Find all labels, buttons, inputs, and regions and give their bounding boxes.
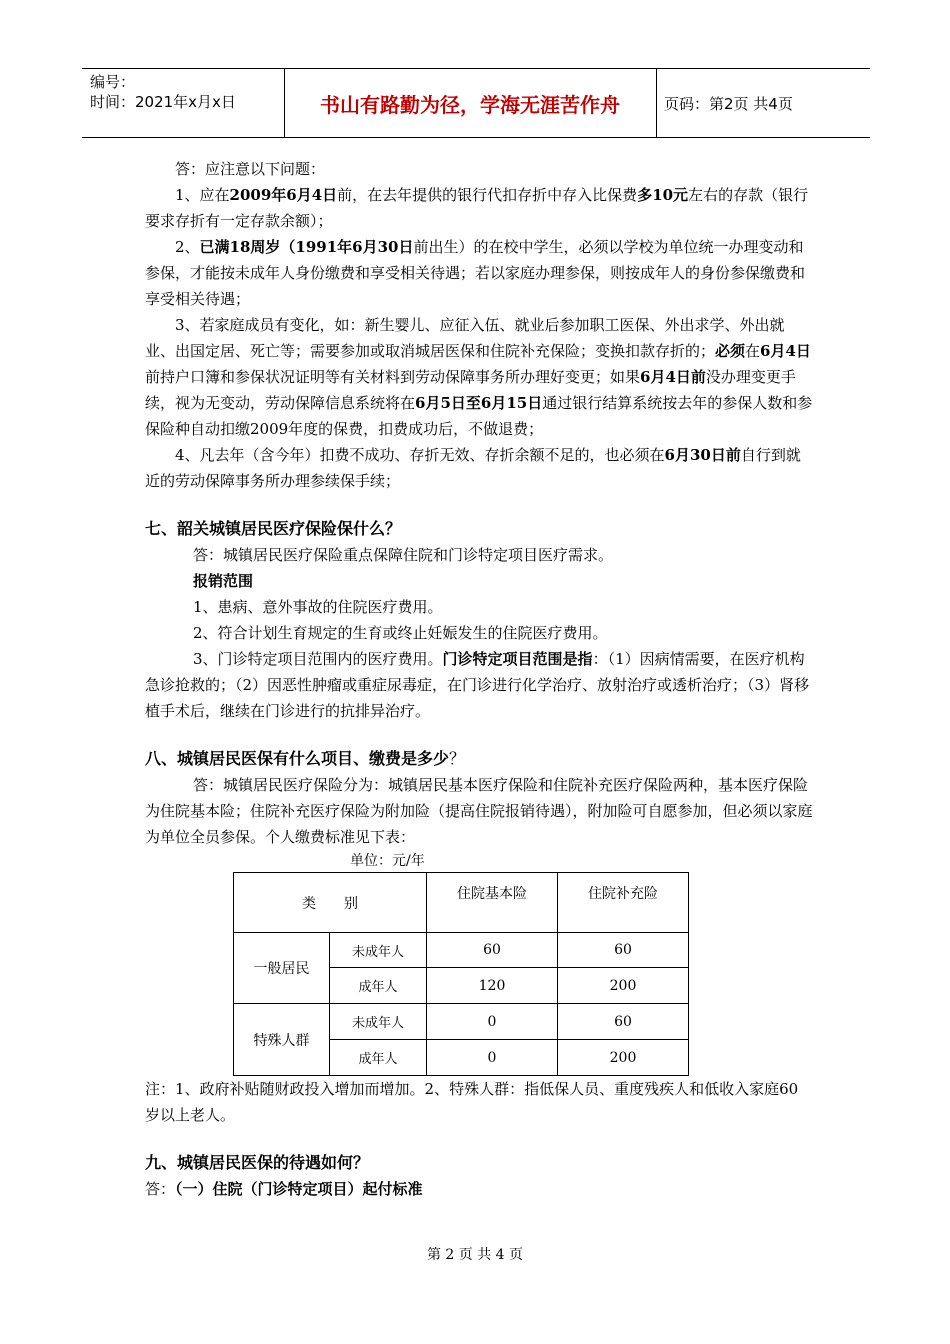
row-minor: 未成年人 xyxy=(330,1004,427,1040)
s8-title: 八、城镇居民医保有什么项目、缴费是多少？ xyxy=(145,749,466,768)
cell: 120 xyxy=(427,968,558,1004)
fee-table xyxy=(233,872,689,1076)
header-page: 页码：第2页 共4页 xyxy=(664,94,793,113)
s7-answer: 答：城镇居民医疗保险重点保障住院和门诊特定项目医疗需求。 xyxy=(193,546,614,564)
s6-item4: 4、凡去年（含今年）扣费不成功、存折无效、存折余额不足的，也必须在6月30日前自行到就近的劳动保障事务所办理参续保手续； xyxy=(145,446,801,490)
s6-item2: 2、已满18周岁（1991年6月30日前出生）的在校中学生，必须以学校为单位统一办理变动和参保，才能按未成年人身份缴费和享受相关待遇；若以家庭办理参保，则按成年人的身份参保缴费和享受相关待遇； xyxy=(145,238,806,308)
group-special: 特殊人群 xyxy=(234,1004,330,1076)
cell: 60 xyxy=(558,933,689,968)
row-adult: 成年人 xyxy=(330,968,427,1004)
s7-scope1: 1、患病、意外事故的住院医疗费用。 xyxy=(193,598,443,616)
header-number: 编号： xyxy=(90,73,136,91)
header-time: 时间：2021年x月x日 xyxy=(90,93,236,111)
document-body xyxy=(145,156,813,1202)
s8-unit: 单位：元/年 xyxy=(350,853,425,869)
header-meta xyxy=(82,69,284,137)
cell: 200 xyxy=(558,1040,689,1076)
s6-item1: 1、应在2009年6月4日前，在去年提供的银行代扣存折中存入比保费多10元左右的存款（银行要求存折有一定存款余额）； xyxy=(145,186,809,230)
s7-title: 七、韶关城镇居民医疗保险保什么？ xyxy=(145,519,402,538)
s9-title: 九、城镇居民医保的待遇如何？ xyxy=(145,1153,370,1172)
cell: 200 xyxy=(558,968,689,1004)
cell: 0 xyxy=(427,1040,558,1076)
th-basic: 住院基本险 xyxy=(427,873,558,933)
cell: 0 xyxy=(427,1004,558,1040)
s7-scope3: 3、门诊特定项目范围内的医疗费用。门诊特定项目范围是指：（1）因病情需要，在医疗机构急诊抢救的；（2）因恶性肿瘤或重症尿毒症，在门诊进行化学治疗、放射治疗或透析治疗；（3）肾移植手术后，继续在门诊进行的抗排异治疗。 xyxy=(145,650,810,720)
page-header xyxy=(82,68,870,138)
group-general: 一般居民 xyxy=(234,933,330,1004)
s8-note: 注：1、政府补贴随财政投入增加而增加。2、特殊人群：指低保人员、重度残疾人和低收入家庭60岁以上老人。 xyxy=(145,1080,799,1124)
s6-intro: 答：应注意以下问题： xyxy=(175,160,326,178)
s7-scope2: 2、符合计划生育规定的生育或终止妊娠发生的住院医疗费用。 xyxy=(193,624,608,642)
header-motto: 书山有路勤为径，学海无涯苦作舟 xyxy=(320,92,620,117)
s8-answer: 答：城镇居民医疗保险分为：城镇居民基本医疗保险和住院补充医疗保险两种，基本医疗保险为住院基本险；住院补充医疗保险为附加险（提高住院报销待遇），附加险可自愿参加，但必须以家庭为单位全员参保。个人缴费标准见下表： xyxy=(145,776,813,846)
s9-answer: 答：（一）住院（门诊特定项目）起付标准 xyxy=(145,1180,423,1198)
row-minor: 未成年人 xyxy=(330,933,427,968)
page-footer: 第 2 页 共 4 页 xyxy=(426,1247,524,1263)
cell: 60 xyxy=(427,933,558,968)
cell: 60 xyxy=(558,1004,689,1040)
s7-scope-title: 报销范围 xyxy=(193,572,254,590)
s6-item3: 3、若家庭成员有变化，如：新生婴儿、应征入伍、就业后参加职工医保、外出求学、外出就业、出国定居、死亡等；需要参加或取消城居医保和住院补充保险；变换扣款存折的；必须在6月4日前持户口簿和参保状况证明等有关材料到劳动保障事务所办理好变更；如果6月4日前没办理变更手续，视为无变动，劳动保障信息系统将在6月5日至6月15日通过银行结算系统按去年的参保人数和参保险种自动扣缴2009年度的保费，扣费成功后，不做退费； xyxy=(145,316,813,438)
th-category: 类 别 xyxy=(234,873,427,933)
th-supp: 住院补充险 xyxy=(558,873,689,933)
row-adult: 成年人 xyxy=(330,1040,427,1076)
